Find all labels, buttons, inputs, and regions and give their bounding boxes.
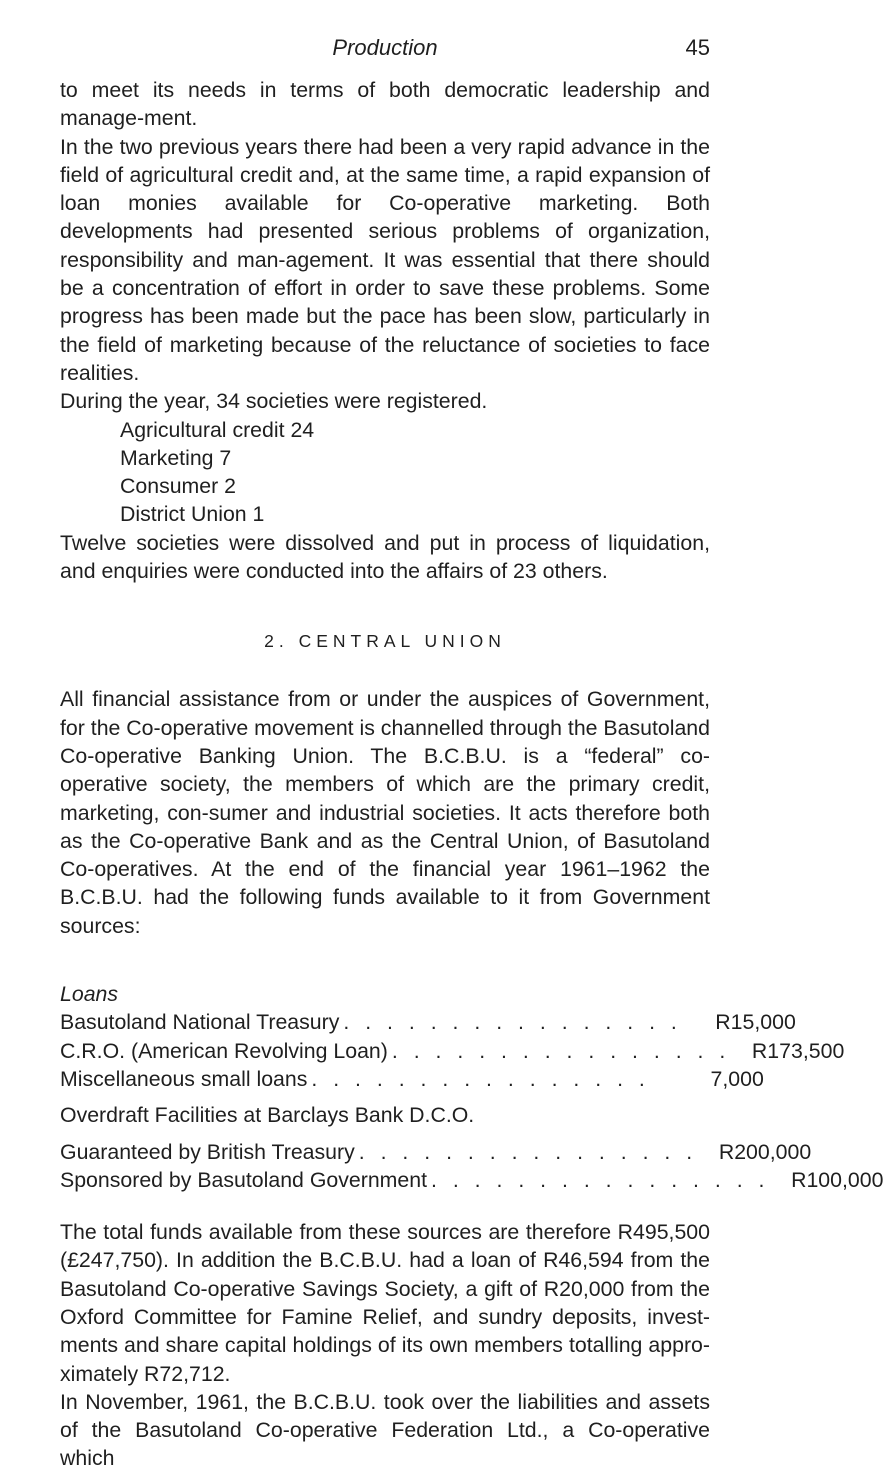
overdraft-title: Overdraft Facilities at Barclays Bank D.C.O. xyxy=(60,1103,475,1128)
paragraph: All financial assistance from or under the auspices of Government, for the Co-operative movement is channelled through the Basutoland Co-operative Banking Union. The B.C.B.U. is a “federal” co-operative society, the members of which are the primary credit, marketing, con-sumer and industrial societies. It acts therefore both as the Co-operative Bank and as the Central Union, of Basutoland Co-operatives. At the end of the financial year 1961–1962 the B.C.B.U. had the following funds available to it from Government sources: xyxy=(60,687,710,938)
paragraph: During the year, 34 societies were registered. xyxy=(60,389,488,414)
paragraph: The total funds available from these sources are therefore R495,500 (£247,750). In addition the B.C.B.U. had a loan of R46,594 from the Basutoland Co-operative Savings Society, a gift of R20,000 from the Oxford Committee for Famine Relief, and sundry deposits, invest-ments and share capital holdings of its own members totalling appro-ximately R72,712. xyxy=(60,1220,710,1386)
list-item: Agricultural credit 24 xyxy=(120,417,315,442)
ledger-row xyxy=(60,1008,796,1036)
loans-title: Loans xyxy=(60,982,119,1007)
ledger-dots: . . . . . . . . . . . . . . . . xyxy=(431,1167,770,1192)
ledger-label: Sponsored by Basutoland Government xyxy=(60,1167,428,1192)
paragraph: In November, 1961, the B.C.B.U. took over the liabilities and assets of the Basutoland Co-operative Federation Ltd., a Co-operative which xyxy=(60,1389,710,1471)
ledger-dots: . . . . . . . . . . . . . . . . xyxy=(343,1010,682,1035)
ledger-row xyxy=(60,1065,764,1093)
section-heading: 2. CENTRAL UNION xyxy=(264,631,506,652)
ledger-label: Basutoland National Treasury xyxy=(60,1010,340,1035)
list-item: District Union 1 xyxy=(120,502,265,527)
ledger-row xyxy=(60,1138,812,1166)
list-item: Consumer 2 xyxy=(120,474,236,499)
registered-societies-list xyxy=(60,416,710,529)
paragraph: to meet its needs in terms of both democratic leadership and manage-ment. xyxy=(60,78,710,131)
page-number: 45 xyxy=(685,35,710,60)
page-title: Production xyxy=(332,35,438,60)
running-head xyxy=(60,32,710,64)
ledger-amount: R100,000 xyxy=(791,1167,883,1192)
ledger-label: Guaranteed by British Treasury xyxy=(60,1139,355,1164)
ledger-amount: R200,000 xyxy=(718,1139,812,1164)
ledger-dots: . . . . . . . . . . . . . . . . xyxy=(311,1066,650,1091)
ledger-dots: . . . . . . . . . . . . . . . . xyxy=(358,1139,698,1164)
ledger-amount: 7,000 xyxy=(710,1066,764,1091)
overdraft-list xyxy=(60,1138,883,1195)
ledger-amount: R15,000 xyxy=(715,1010,796,1035)
paragraph: In the two previous years there had been a very rapid advance in the field of agricultural credit and, at the same time, a rapid expansion of loan monies available for Co-operative marketing. Both developments had presented serious problems of organization, responsibility and man-agement. It was essential that there should be a concentration of effort in order to save these problems. Some progress has been made but the pace has been slow, particularly in the field of marketing because of the reluctance of societies to face realities. xyxy=(60,134,710,385)
list-item: Marketing 7 xyxy=(120,445,232,470)
page-body xyxy=(60,76,883,1473)
loans-list xyxy=(60,1008,845,1093)
ledger-row xyxy=(60,1166,883,1194)
ledger-dots: . . . . . . . . . . . . . . . . xyxy=(391,1038,731,1063)
paragraph: Twelve societies were dissolved and put in process of liquidation, and enquiries were conducted into the affairs of 23 others. xyxy=(60,530,710,584)
ledger-row xyxy=(60,1037,845,1065)
ledger-label: C.R.O. (American Revolving Loan) xyxy=(60,1038,388,1063)
ledger-amount: R173,500 xyxy=(751,1038,845,1063)
ledger-label: Miscellaneous small loans xyxy=(60,1066,308,1091)
